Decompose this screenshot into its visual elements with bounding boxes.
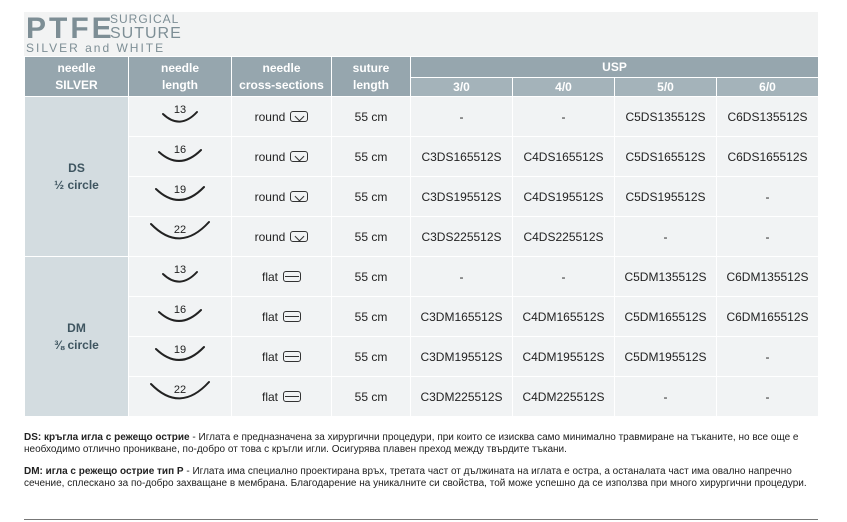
product-code-cell: C4DS165512S [513,137,615,177]
needle-length-value: 13 [173,264,187,276]
col-header-size: 5/0 [615,78,717,97]
needle-arc-icon [150,260,210,290]
suture-length-cell: 55 cm [332,297,411,337]
needle-length-cell [129,297,232,337]
product-code-cell: - [717,377,819,417]
cross-section-label: flat [261,389,278,404]
table-row [25,377,819,417]
product-code-cell: C5DM165512S [615,297,717,337]
cross-section-cell [232,97,332,137]
table-row [25,177,819,217]
product-code-cell: C5DS135512S [615,97,717,137]
needle-length-cell [129,377,232,417]
table-row [25,97,819,137]
logo-silver-white: SILVER and WHITE [26,41,166,55]
product-code-cell: - [513,257,615,297]
col-header-size: 3/0 [411,78,513,97]
product-table [24,56,819,417]
product-code-cell: C4DM225512S [513,377,615,417]
needle-arc-icon [150,380,210,410]
col-header-needle: needle SILVER [25,57,129,97]
table-row [25,337,819,377]
bottom-divider [24,519,818,520]
product-code-cell: - [615,217,717,257]
logo-suture: SUTURE [110,25,182,42]
cross-section-label: round [254,109,286,124]
col-header-needle-length: needle length [129,57,232,97]
cross-section-cell [232,137,332,177]
product-sheet [24,12,818,520]
product-code-cell: - [717,337,819,377]
needle-arc-icon [150,180,210,210]
suture-length-cell: 55 cm [332,177,411,217]
cross-section-label: round [254,229,286,244]
product-code-cell: - [411,97,513,137]
product-code-cell: C3DS195512S [411,177,513,217]
product-code-cell: - [717,177,819,217]
round-cross-section-icon [290,191,308,202]
round-cross-section-icon [290,151,308,162]
needle-length-cell [129,217,232,257]
product-code-cell: C6DS135512S [717,97,819,137]
needle-group-1 [25,257,129,417]
suture-length-cell: 55 cm [332,137,411,177]
suture-length-cell: 55 cm [332,377,411,417]
product-code-cell: C3DM195512S [411,337,513,377]
needle-length-cell [129,177,232,217]
table-row [25,217,819,257]
needle-arc-icon [150,300,210,330]
col-header-size: 4/0 [513,78,615,97]
needle-length-value: 19 [173,344,187,356]
table-row [25,137,819,177]
col-header-size: 6/0 [717,78,819,97]
round-cross-section-icon [290,111,308,122]
table-row [25,257,819,297]
product-code-cell: C3DM165512S [411,297,513,337]
suture-length-cell: 55 cm [332,217,411,257]
needle-arc-icon [150,340,210,370]
needle-arc-icon [150,140,210,170]
cross-section-cell [232,377,332,417]
round-cross-section-icon [290,231,308,242]
needle-length-cell [129,257,232,297]
product-code-cell: C4DS225512S [513,217,615,257]
cross-section-label: flat [261,309,278,324]
cross-section-cell [232,337,332,377]
product-code-cell: C5DM135512S [615,257,717,297]
suture-length-cell: 55 cm [332,97,411,137]
product-code-cell: C3DM225512S [411,377,513,417]
suture-length-cell: 55 cm [332,257,411,297]
product-code-cell: C6DM165512S [717,297,819,337]
logo-ptfe: PTFE [26,12,115,45]
note-ds: DS: кръгла игла с режещо острие - Иглата е предназначена за хирургични процедури, при които се изисква само минимално травмиране на тъканите, но все още е необходимо отлично проникване, по-добро от това с кръгли игли. Осигурява плавен преход между твърдите тъкани. [24,432,799,455]
product-code-cell: C6DS165512S [717,137,819,177]
product-code-cell: C5DM195512S [615,337,717,377]
product-code-cell: C3DS225512S [411,217,513,257]
flat-cross-section-icon [283,311,301,322]
cross-section-label: round [254,189,286,204]
cross-section-cell [232,177,332,217]
product-code-cell: C4DS195512S [513,177,615,217]
flat-cross-section-icon [283,271,301,282]
needle-length-value: 16 [173,304,187,316]
col-header-cross-sections: needle cross-sections [232,57,332,97]
product-code-cell: C5DS195512S [615,177,717,217]
cross-section-label: flat [261,269,278,284]
flat-cross-section-icon [283,351,301,362]
cross-section-cell [232,217,332,257]
suture-length-cell: 55 cm [332,337,411,377]
col-header-suture-length: suture length [332,57,411,97]
needle-curvature: ⅜ circle [54,337,99,352]
product-code-cell: C5DS165512S [615,137,717,177]
product-code-cell: C4DM195512S [513,337,615,377]
product-code-cell: C6DM135512S [717,257,819,297]
col-header-usp: USP [411,57,819,78]
footnotes [24,432,818,500]
needle-type: DM [67,320,86,335]
product-code-cell: C4DM165512S [513,297,615,337]
table-row [25,297,819,337]
logo-surgical: SURGICAL [110,12,180,26]
needle-length-cell [129,97,232,137]
needle-length-cell [129,137,232,177]
cross-section-label: flat [261,349,278,364]
needle-length-value: 16 [173,144,187,156]
table-body [25,97,819,417]
product-code-cell: - [615,377,717,417]
needle-arc-icon [150,220,210,250]
needle-length-value: 22 [173,384,187,396]
needle-arc-icon [150,100,210,130]
needle-length-value: 13 [173,104,187,116]
needle-length-cell [129,337,232,377]
brand-logo [24,12,818,56]
cross-section-label: round [254,149,286,164]
product-code-cell: C3DS165512S [411,137,513,177]
product-code-cell: - [717,217,819,257]
cross-section-cell [232,297,332,337]
needle-length-value: 22 [173,224,187,236]
needle-type: DS [68,160,85,175]
needle-group-0 [25,97,129,257]
product-code-cell: - [513,97,615,137]
cross-section-cell [232,257,332,297]
flat-cross-section-icon [283,391,301,402]
needle-curvature: ½ circle [54,177,99,192]
product-code-cell: - [411,257,513,297]
needle-length-value: 19 [173,184,187,196]
note-dm: DM: игла с режещо острие тип P - Иглата има специално проектирана връх, третата част от дължината на иглата е остра, а останалата част има овално напречно сечение, сплескано за по-добро захващане в мембрана. Благодарение на уникалните си свойства, той може успешно да се използва при много хирургични процедури. [24,466,807,489]
